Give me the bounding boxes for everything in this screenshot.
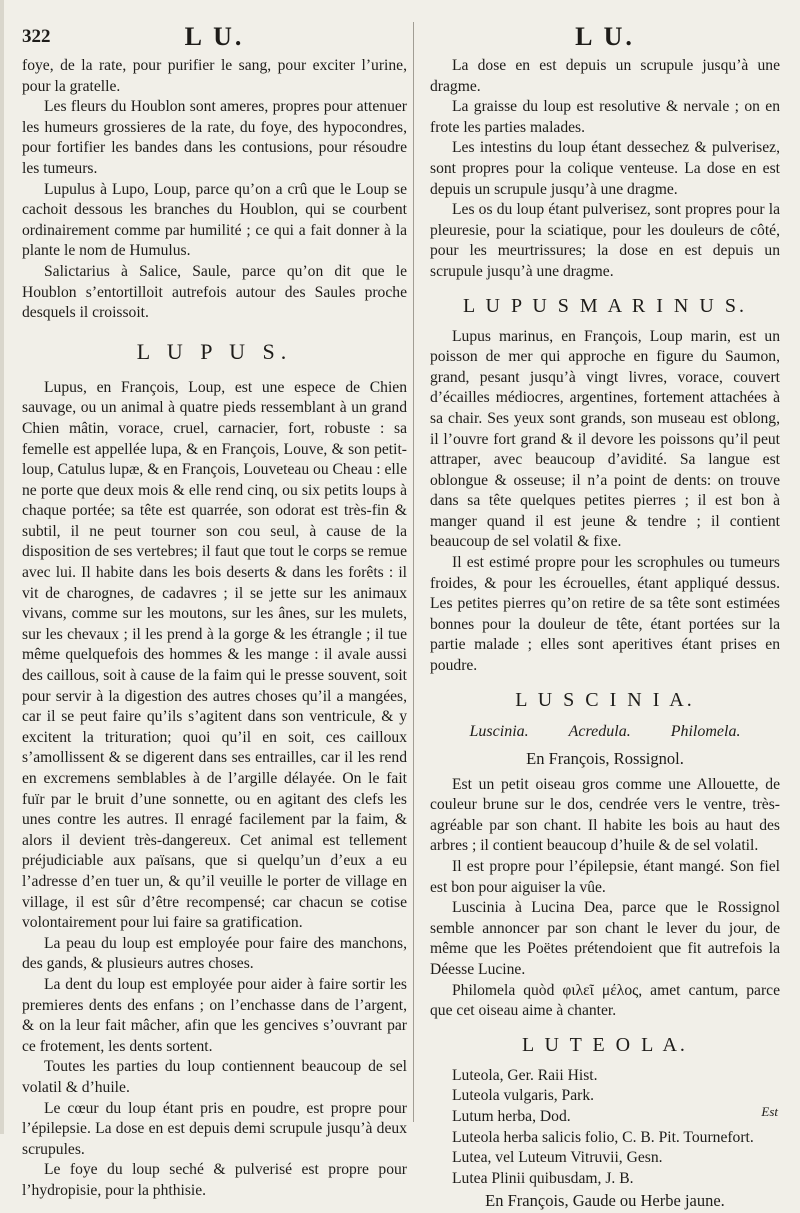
synonym: Luscinia.	[469, 722, 529, 740]
paragraph: Le foye du loup seché & pulverisé est propre pour l’hydropisie, pour la phthisie.	[22, 1161, 407, 1199]
section-title-luscinia: L U S C I N I A.	[515, 688, 695, 711]
paragraph: Il est propre pour l’épilepsie, étant mangé. Son fiel est bon pour aiguiser la vûe.	[430, 858, 780, 896]
paragraph: La dent du loup est employée pour aider à faire sortir les premieres dents des enfans ; on l’enchasse dans de l’argent, & on la leur fait mâcher, afin que les gencives s’ouvrant par ce frotement, les dents sortent.	[22, 975, 407, 1055]
paragraph: La dose en est depuis un scrupule jusqu’à une dragme.	[430, 57, 780, 95]
paragraph: Lupus, en François, Loup, est une espece de Chien sauvage, ou un animal à quatre pieds ressemblant à un grand Chien mâtin, vorace, cruel, carnacier, fort, robuste : sa femelle est appellée lupa, & en François, Louve, & son petit-loup, Catulus lupæ, & en François, Louveteau ou Cheau : elle ne porte que deux mois & elle rend cinq, ou six petits loups à chaque portée; sa tête est quarrée, son odorat est très-fin & subtil, il ne peut tourner son cou seul, à cause de la disposition de ses vertebres; il faut que tout le corps se remue avec lui. Il habite dans les bois deserts & dans les forêts : il vit de charognes, de cadavres ; il se jette sur les animaux vivans, comme sur les moutons, sur les ânes, sur les mulets, sur les chevaux ; il les prend à la gorge & les étrangle ; il tue même quelquefois des hommes & les mange : il avale aussi des caillous, soit à cause de la faim qui le presse souvent, soit pour servir à la digestion des autres choses qu’il a mangées, car il se peut faire qu’ils s’agitent dans son ventricule, & y excitent la trituration; quoi qu’il en soit, ces cailloux s’amollissent & se digerent dans ses entrailles, car il les rend en excremens semblables à de l’argille délayée. On le fait fuïr par le bruit d’une sonnette, ou en agitant des clefs les unes contre les autres. Il enragé facilement par la faim, & alors il devient très-dangereux. Cet animal est tellement préjudiciable aux païsans, que si quelqu’un d’eux a eu l’adresse d’en tuer un, & qu’il veuille le porter de village en village, il est sûr d’être recompensé; car chacun se cotise volontairement pour lui faire sa gratification.	[22, 378, 408, 932]
paragraph: Toutes les parties du loup contiennent beaucoup de sel volatil & d’huile.	[22, 1058, 407, 1096]
synonym: Philomela.	[670, 722, 741, 740]
luscinia-synonyms	[430, 721, 780, 743]
catch-word: Est	[761, 1104, 778, 1119]
paragraph: Lupulus à Lupo, Loup, parce qu’on a crû que le Loup se cachoit dessous les branches du Houblon, qui se courbent ordinairement comme par humilité ; ce qui a fait donner à la plante le nom de Humulus.	[22, 180, 407, 260]
paragraph: La graisse du loup est resolutive & nervale ; on en frote les parties malades.	[430, 98, 780, 136]
paragraph: Les os du loup étant pulverisez, sont propres pour la pleuresie, pour la sciatique, pour les douleurs de côté, pour les meurtrissures; la dose en est depuis un scrupule jusqu’à une dragme.	[430, 201, 780, 280]
synonym-line: Luteola herba salicis folio, C. B. Pit. Tournefort.	[452, 1128, 754, 1146]
right-running-head: L U.	[575, 22, 635, 51]
right-header	[430, 22, 780, 56]
paragraph: Le cœur du loup étant pris en poudre, est propre pour l’épilepsie. La dose en est depuis demi scrupule jusqu’à deux scrupules.	[22, 1099, 407, 1158]
page-number: 322	[22, 26, 51, 47]
paragraph: foye, de la rate, pour purifier le sang, pour exciter l’urine, pour la gratelle.	[22, 57, 407, 95]
section-title-lupus-marinus: L U P U S M A R I N U S.	[463, 294, 747, 317]
synonym-line: Lutum herba, Dod.	[452, 1107, 571, 1125]
right-column	[414, 0, 800, 1211]
paragraph: Lupus marinus, en François, Loup marin, est un poisson de mer qui approche en figure du Saumon, grand, pesant jusqu’à vingt livres, vorace, couvert d’écailles médiocres, argentines, fortement attachées à sa chair. Ses yeux sont grands, son museau est oblong, il l’ouvre fort grand & il devore les poissons qu’il peut attraper, avec beaucoup d’avidité. Sa langue est oblongue & osseuse; il n’a point de dents: on trouve dans sa tête quelques petites pierres ; il est bon à manger quand il est jeune & tendre ; il contient beaucoup de sel volatil & fixe.	[430, 327, 780, 551]
synonym-line: Luteola, Ger. Raii Hist.	[452, 1066, 598, 1084]
paragraph: Philomela quòd φιλεῖ μέλος, amet cantum, parce que cet oiseau aime à chanter.	[430, 981, 780, 1020]
right-text	[430, 56, 780, 1213]
paragraph: Salictarius à Salice, Saule, parce qu’on dit que le Houblon s’entortilloit autrefois autour des Saules proche desquels il croissoit.	[22, 262, 407, 322]
paragraph: Il est estimé propre pour les scrophules ou tumeurs froides, & pour les écrouelles, étant appliqué dessus. Les petites pierres qu’on retire de sa tête sont estimées bonnes pour la douleur de tête, étant portées sur la partie malade ; elles sont aperitives étant prises en poudre.	[430, 554, 780, 675]
paragraph: Luscinia à Lucina Dea, parce que le Rossignol semble annoncer par son chant le lever du jour, de même que les Poëtes prétendoient que fit autrefois la Déesse Lucine.	[430, 899, 780, 978]
synonym-line: Lutea, vel Luteum Vitruvii, Gesn.	[452, 1149, 663, 1167]
paragraph: La peau du loup est employée pour faire des manchons, des gands, & plusieurs autres choses.	[22, 934, 407, 973]
paragraph: Est un petit oiseau gros comme une Allouette, de couleur brune sur le dos, cendrée vers le ventre, très-agréable par son chant. Il habite les bois au haut des arbres ; il contient beaucoup d’huile & de sel volatil.	[430, 775, 780, 855]
paragraph: Les intestins du loup étant dessechez & pulverisez, sont propres pour la colique venteuse. La dose en est depuis un scrupule jusqu’à une dragme.	[430, 139, 780, 198]
section-title-luteola: L U T E O L A.	[522, 1033, 688, 1056]
left-text	[22, 56, 407, 1201]
french-name-gaude: En François, Gaude ou Herbe jaune.	[485, 1191, 725, 1211]
synonym-line: Luteola vulgaris, Park.	[452, 1087, 595, 1105]
synonym: Acredula.	[568, 722, 631, 740]
synonym-line: Lutea Plinii quibusdam, J. B.	[452, 1169, 634, 1187]
left-header	[22, 22, 407, 56]
section-title-lupus: L U P U S.	[136, 338, 293, 364]
left-running-head: L U.	[184, 22, 245, 51]
french-name-rossignol: En François, Rossignol.	[526, 748, 684, 768]
paragraph: Les fleurs du Houblon sont ameres, propres pour attenuer les humeurs grossieres de la rate, du foye, des hypocondres, pour fortifier les bandes dans les contusions, pour résoudre les tumeurs.	[22, 98, 407, 177]
